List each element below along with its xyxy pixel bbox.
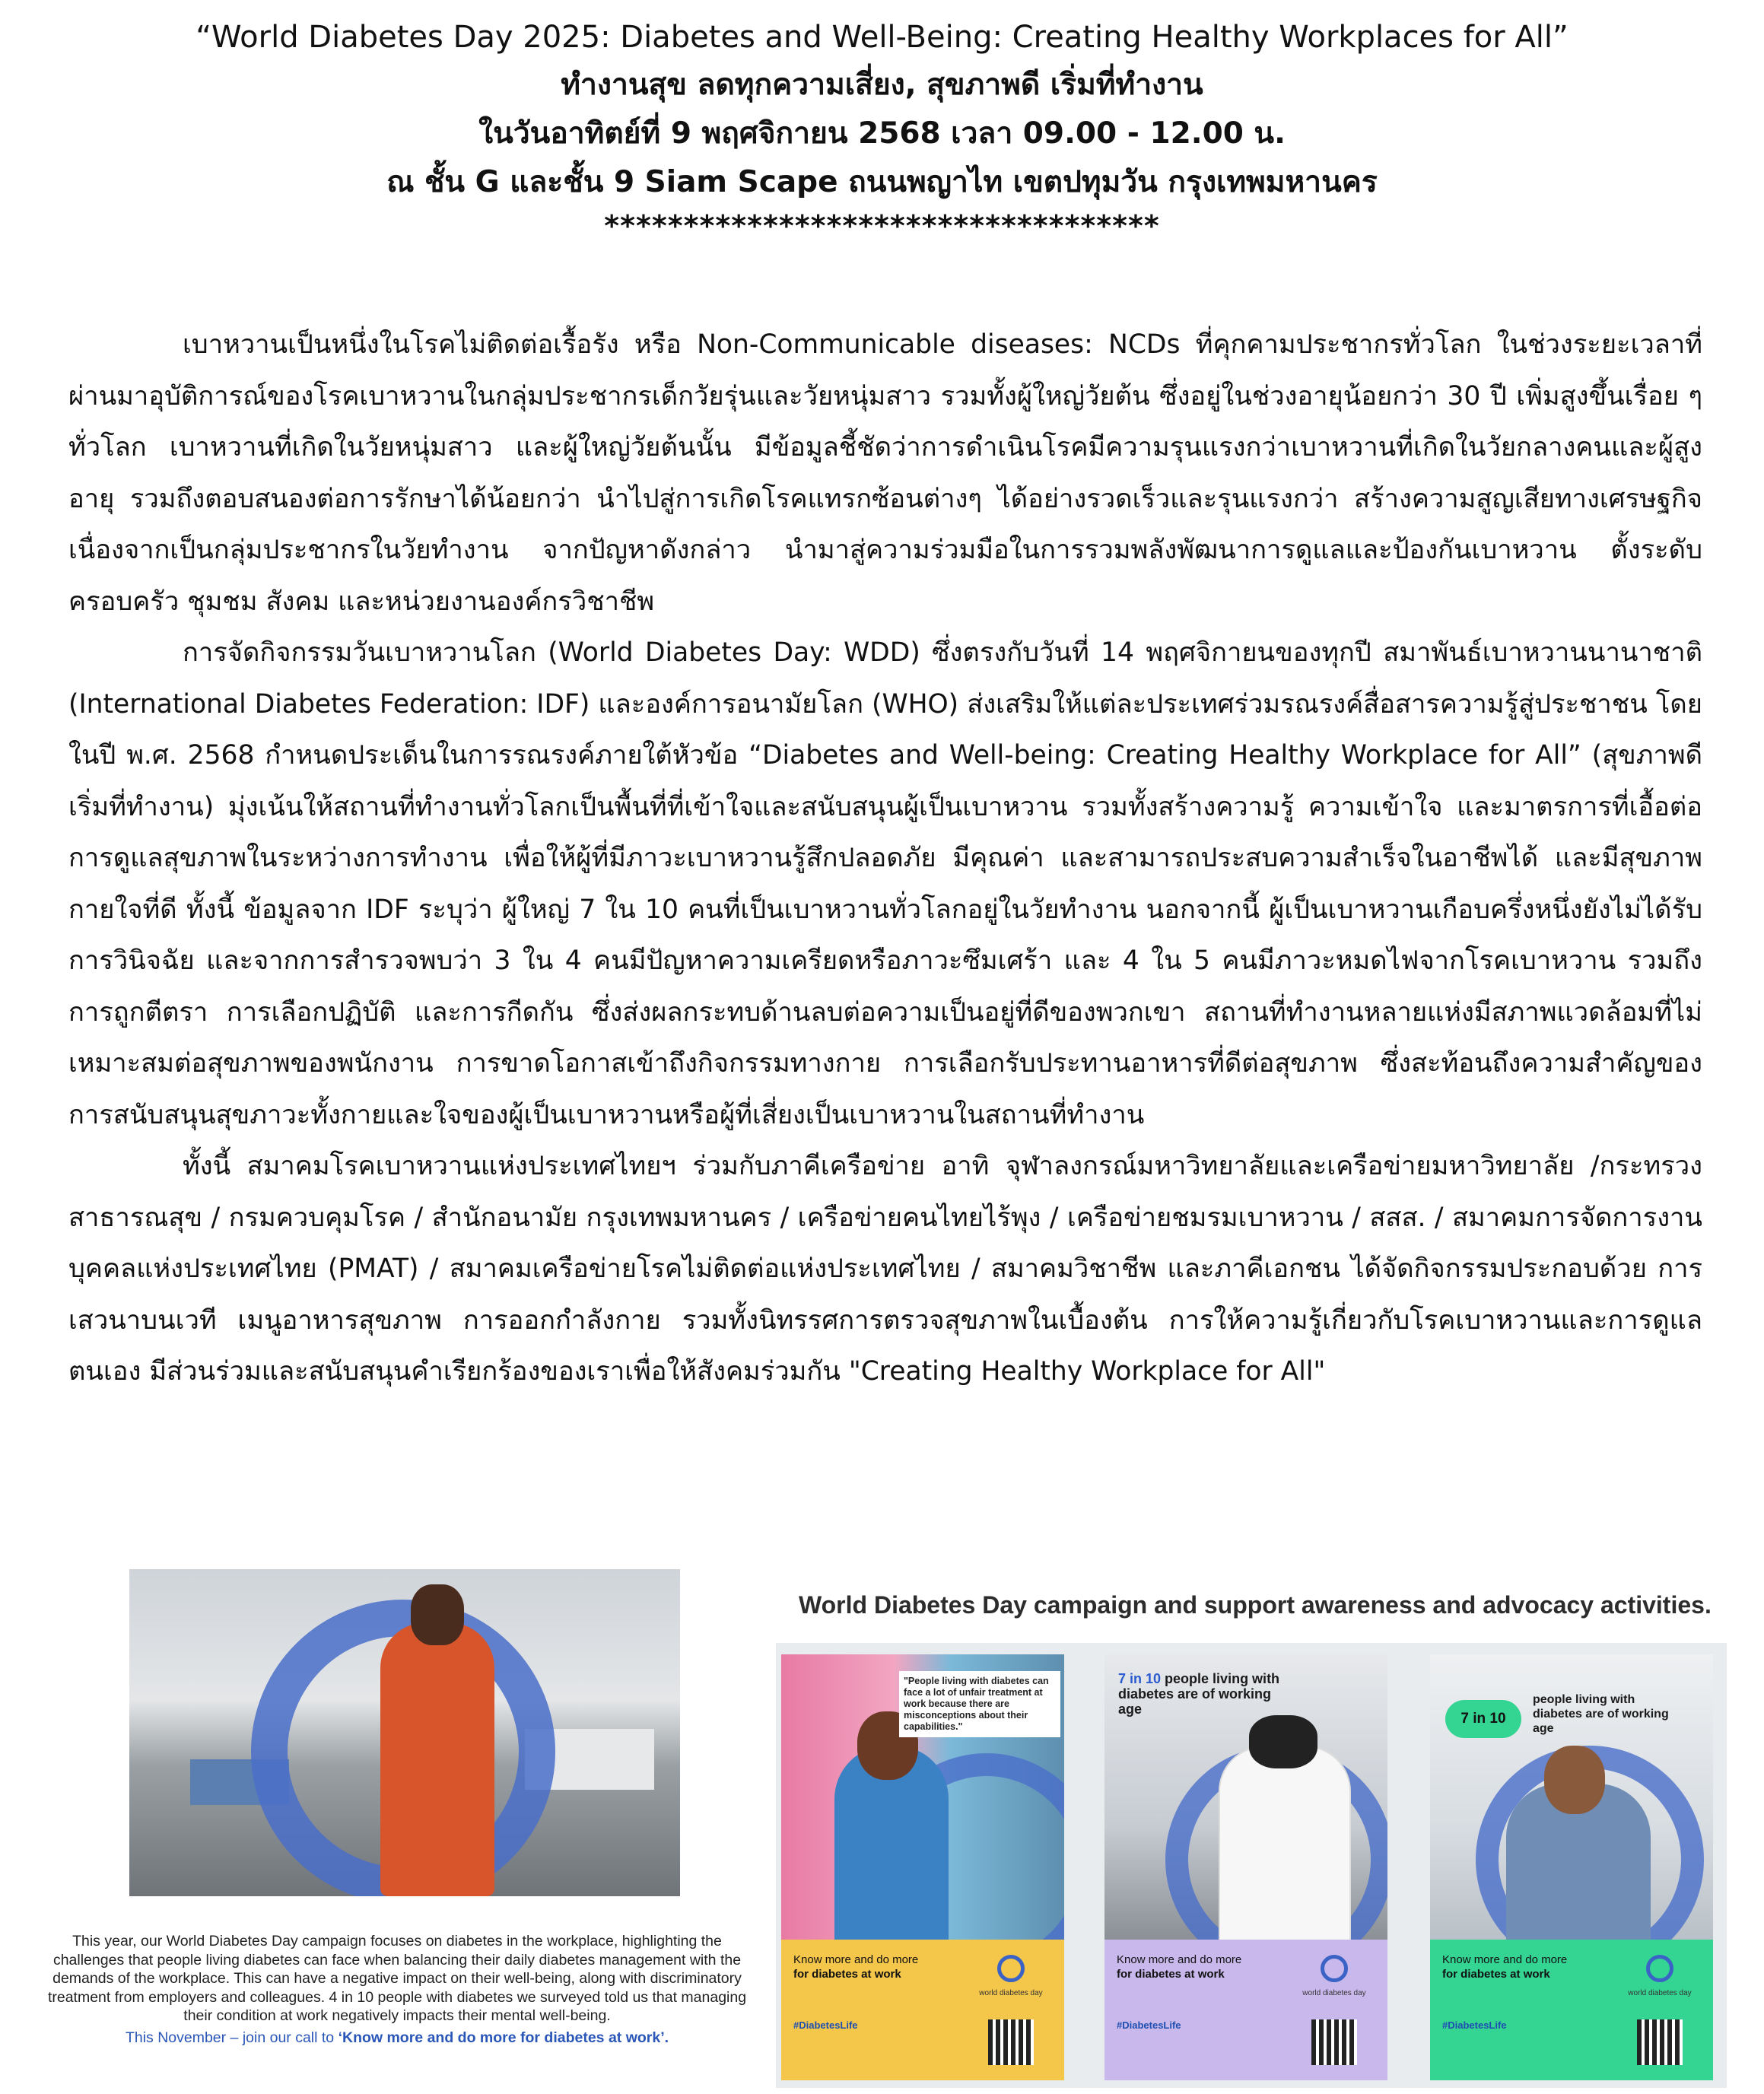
left-caption — [40, 1932, 755, 2047]
wdd-logo-icon — [1646, 1955, 1673, 1982]
chef-hat — [1249, 1715, 1317, 1768]
wdd-logo-icon — [1321, 1955, 1348, 1982]
poster-headline-highlight: 7 in 10 — [1118, 1671, 1162, 1686]
caption-text: This year, our World Diabetes Day campaign focuses on diabetes in the workplace, highlighting the challenges that people living diabetes can face when balancing their daily diabetes management with the demands of the workplace. This can have a negative impact on their well-being, along with discriminatory treatment from employers and colleagues. 4 in 10 people with diabetes we surveyed told us that managing their condition at work negatively impacts their mental well-being. — [47, 1933, 747, 2024]
body-text — [68, 319, 1702, 1398]
poster-quote: "People living with diabetes can face a lot of unfair treatment at work because there are misconceptions about their capabilities." — [899, 1671, 1060, 1737]
stat-badge: 7 in 10 — [1445, 1700, 1521, 1738]
poster-cta-line2: for diabetes at work — [1117, 1968, 1225, 1981]
caption-cta-prefix: This November – join our call to — [125, 2029, 338, 2046]
campaign-photo-man — [129, 1569, 680, 1896]
poster-cta-line2: for diabetes at work — [1442, 1968, 1550, 1981]
wdd-logo-icon — [997, 1955, 1025, 1982]
poster-hashtag: #DiabetesLife — [793, 2019, 858, 2031]
poster-cta-line2: for diabetes at work — [793, 1968, 901, 1981]
poster-cta — [1117, 1953, 1284, 1981]
event-header — [0, 14, 1764, 245]
poster-cta — [1442, 1953, 1610, 1981]
poster-working-age-office — [1430, 1654, 1713, 2080]
divider-stars: *********************************** — [604, 209, 1160, 243]
poster-cta — [793, 1953, 961, 1981]
posters-title: World Diabetes Day campaign and support awareness and advocacy activities. — [799, 1591, 1712, 1619]
poster-headline-rest: people living with diabetes are of working age — [1118, 1671, 1280, 1717]
poster-headline: people living with diabetes are of working age — [1533, 1693, 1669, 1735]
poster-working-age-chef — [1104, 1654, 1387, 2080]
caption-cta — [40, 2029, 755, 2048]
poster-cta-line1: Know more and do more — [793, 1953, 919, 1966]
wdd-logo-text: world diabetes day — [1302, 1989, 1366, 1997]
poster-hashtag: #DiabetesLife — [1442, 2019, 1507, 2031]
chef-figure — [1219, 1746, 1351, 1943]
event-slogan-thai: ทำงานสุข ลดทุกความเสี่ยง, สุขภาพดี เริ่มที่ทำงาน — [561, 68, 1203, 102]
paragraph-1: เบาหวานเป็นหนึ่งในโรคไม่ติดต่อเรื้อรัง หรือ Non-Communicable diseases: NCDs ที่คุกคามประชากรทั่วโลก ในช่วงระยะเวลาที่ผ่านมาอุบัติการณ์ของโรคเบาหวานในกลุ่มประชากรเด็กวัยรุ่นและวัยหนุ่มสาว รวมทั้งผู้ใหญ่วัยต้น ซึ่งอยู่ในช่วงอายุน้อยกว่า 30 ปี เพิ่มสูงขึ้นเรื่อย ๆ ทั่วโลก เบาหวานที่เกิดในวัยหนุ่มสาว และผู้ใหญ่วัยต้นนั้น มีข้อมูลชี้ชัดว่าการดำเนินโรคมีความรุนแรงกว่าเบาหวานที่เกิดในวัยกลางคนและผู้สูงอายุ รวมถึงตอบสนองต่อการรักษาได้น้อยกว่า นำไปสู่การเกิดโรคแทรกซ้อนต่างๆ ได้อย่างรวดเร็วและรุนแรงกว่า สร้างความสูญเสียทางเศรษฐกิจ เนื่องจากเป็นกลุ่มประชากรในวัยทำงาน จากปัญหาดังกล่าว นำมาสู่ความร่วมมือในการรวมพลังพัฒนาการดูแลและป้องกันเบาหวาน ตั้งระดับครอบครัว ชุมชม สังคม และหน่วยงานองค์กรวิชาชีพ — [68, 329, 1702, 617]
qr-code-icon — [1311, 2019, 1357, 2065]
event-date-time: ในวันอาทิตย์ที่ 9 พฤศจิกายน 2568 เวลา 09.00 - 12.00 น. — [478, 116, 1286, 151]
man-face — [1544, 1746, 1605, 1814]
poster-headline — [1118, 1671, 1286, 1717]
paragraph-3: ทั้งนี้ สมาคมโรคเบาหวานแห่งประเทศไทยฯ ร่วมกับภาคีเครือข่าย อาทิ จุฬาลงกรณ์มหาวิทยาลัยและเครือข่ายมหาวิทยาลัย /กระทรวงสาธารณสุข / กรมควบคุมโรค / สำนักอนามัย กรุงเทพมหานคร / เครือข่ายคนไทยไร้พุง / เครือข่ายชมรมเบาหวาน / สสส. / สมาคมการจัดการงานบุคคลแห่งประเทศไทย (PMAT) / สมาคมเครือข่ายโรคไม่ติดต่อแห่งประเทศไทย / สมาคมวิชาชีพ และภาคีเอกชน ได้จัดกิจกรรมประกอบด้วย การเสวนาบนเวที เมนูอาหารสุขภาพ การออกกำลังกาย รวมทั้งนิทรรศการตรวจสุขภาพในเบื้องต้น การให้ความรู้เกี่ยวกับโรคเบาหวานและการดูแลตนเอง มีส่วนร่วมและสนับสนุนคำเรียกร้องของเราเพื่อให้สังคมร่วมกัน "Creating Healthy Workplace for All" — [68, 1151, 1702, 1387]
wdd-logo-text: world diabetes day — [1628, 1989, 1692, 1997]
poster-cta-line1: Know more and do more — [1442, 1953, 1568, 1966]
poster-unfair-treatment — [781, 1654, 1064, 2080]
person-figure — [380, 1622, 494, 1896]
qr-code-icon — [988, 2019, 1034, 2065]
poster-hashtag: #DiabetesLife — [1117, 2019, 1181, 2031]
qr-code-icon — [1637, 2019, 1683, 2065]
event-title-english: “World Diabetes Day 2025: Diabetes and Well-Being: Creating Healthy Workplaces for All” — [195, 20, 1569, 55]
poster-cta-line1: Know more and do more — [1117, 1953, 1242, 1966]
wdd-logo-text: world diabetes day — [979, 1989, 1043, 1997]
event-location: ณ ชั้น G และชั้น 9 Siam Scape ถนนพญาไท เขตปทุมวัน กรุงเทพมหานคร — [386, 165, 1378, 199]
paragraph-2: การจัดกิจกรรมวันเบาหวานโลก (World Diabetes Day: WDD) ซึ่งตรงกับวันที่ 14 พฤศจิกายนของทุกปี สมาพันธ์เบาหวานนานาชาติ (International Diabetes Federation: IDF) และองค์การอนามัยโลก (WHO) ส่งเสริมให้แต่ละประเทศร่วมรณรงค์สื่อสารความรู้สู่ประชาชน โดยในปี พ.ศ. 2568 กำหนดประเด็นในการรณรงค์ภายใต้หัวข้อ “Diabetes and Well-being: Creating Healthy Workplace for All” (สุขภาพดี เริ่มที่ทำงาน) มุ่งเน้นให้สถานที่ทำงานทั่วโลกเป็นพื้นที่ที่เข้าใจและสนับสนุนผู้เป็นเบาหวาน รวมทั้งสร้างความรู้ ความเข้าใจ และมาตรการที่เอื้อต่อการดูแลสุขภาพในระหว่างการทำงาน เพื่อให้ผู้ที่มีภาวะเบาหวานรู้สึกปลอดภัย มีคุณค่า และสามารถประสบความสำเร็จในอาชีพได้ และมีสุขภาพกายใจที่ดี ทั้งนี้ ข้อมูลจาก IDF ระบุว่า ผู้ใหญ่ 7 ใน 10 คนที่เป็นเบาหวานทั่วโลกอยู่ในวัยทำงาน นอกจากนี้ ผู้เป็นเบาหวานเกือบครึ่งหนึ่งยังไม่ได้รับการวินิจฉัย และจากการสำรวจพบว่า 3 ใน 4 คนมีปัญหาความเครียดหรือภาวะซึมเศร้า และ 4 ใน 5 คนมีภาวะหมดไฟจากโรคเบาหวาน รวมถึงการถูกตีตรา การเลือกปฏิบัติ และการกีดกัน ซึ่งส่งผลกระทบด้านลบต่อความเป็นอยู่ที่ดีของพวกเขา สถานที่ทำงานหลายแห่งมีสภาพแวดล้อมที่ไม่เหมาะสมต่อสุขภาพของพนักงาน การขาดโอกาสเข้าถึงกิจกรรมทางกาย การเลือกรับประทานอาหารที่ดีต่อสุขภาพ ซึ่งสะท้อนถึงความสำคัญของการสนับสนุนสุขภาวะทั้งกายและใจของผู้เป็นเบาหวานหรือผู้ที่เสี่ยงเป็นเบาหวานในสถานที่ทำงาน — [68, 637, 1702, 1130]
caption-cta-bold: ‘Know more and do more for diabetes at work’. — [338, 2029, 669, 2046]
person-head — [411, 1584, 464, 1645]
